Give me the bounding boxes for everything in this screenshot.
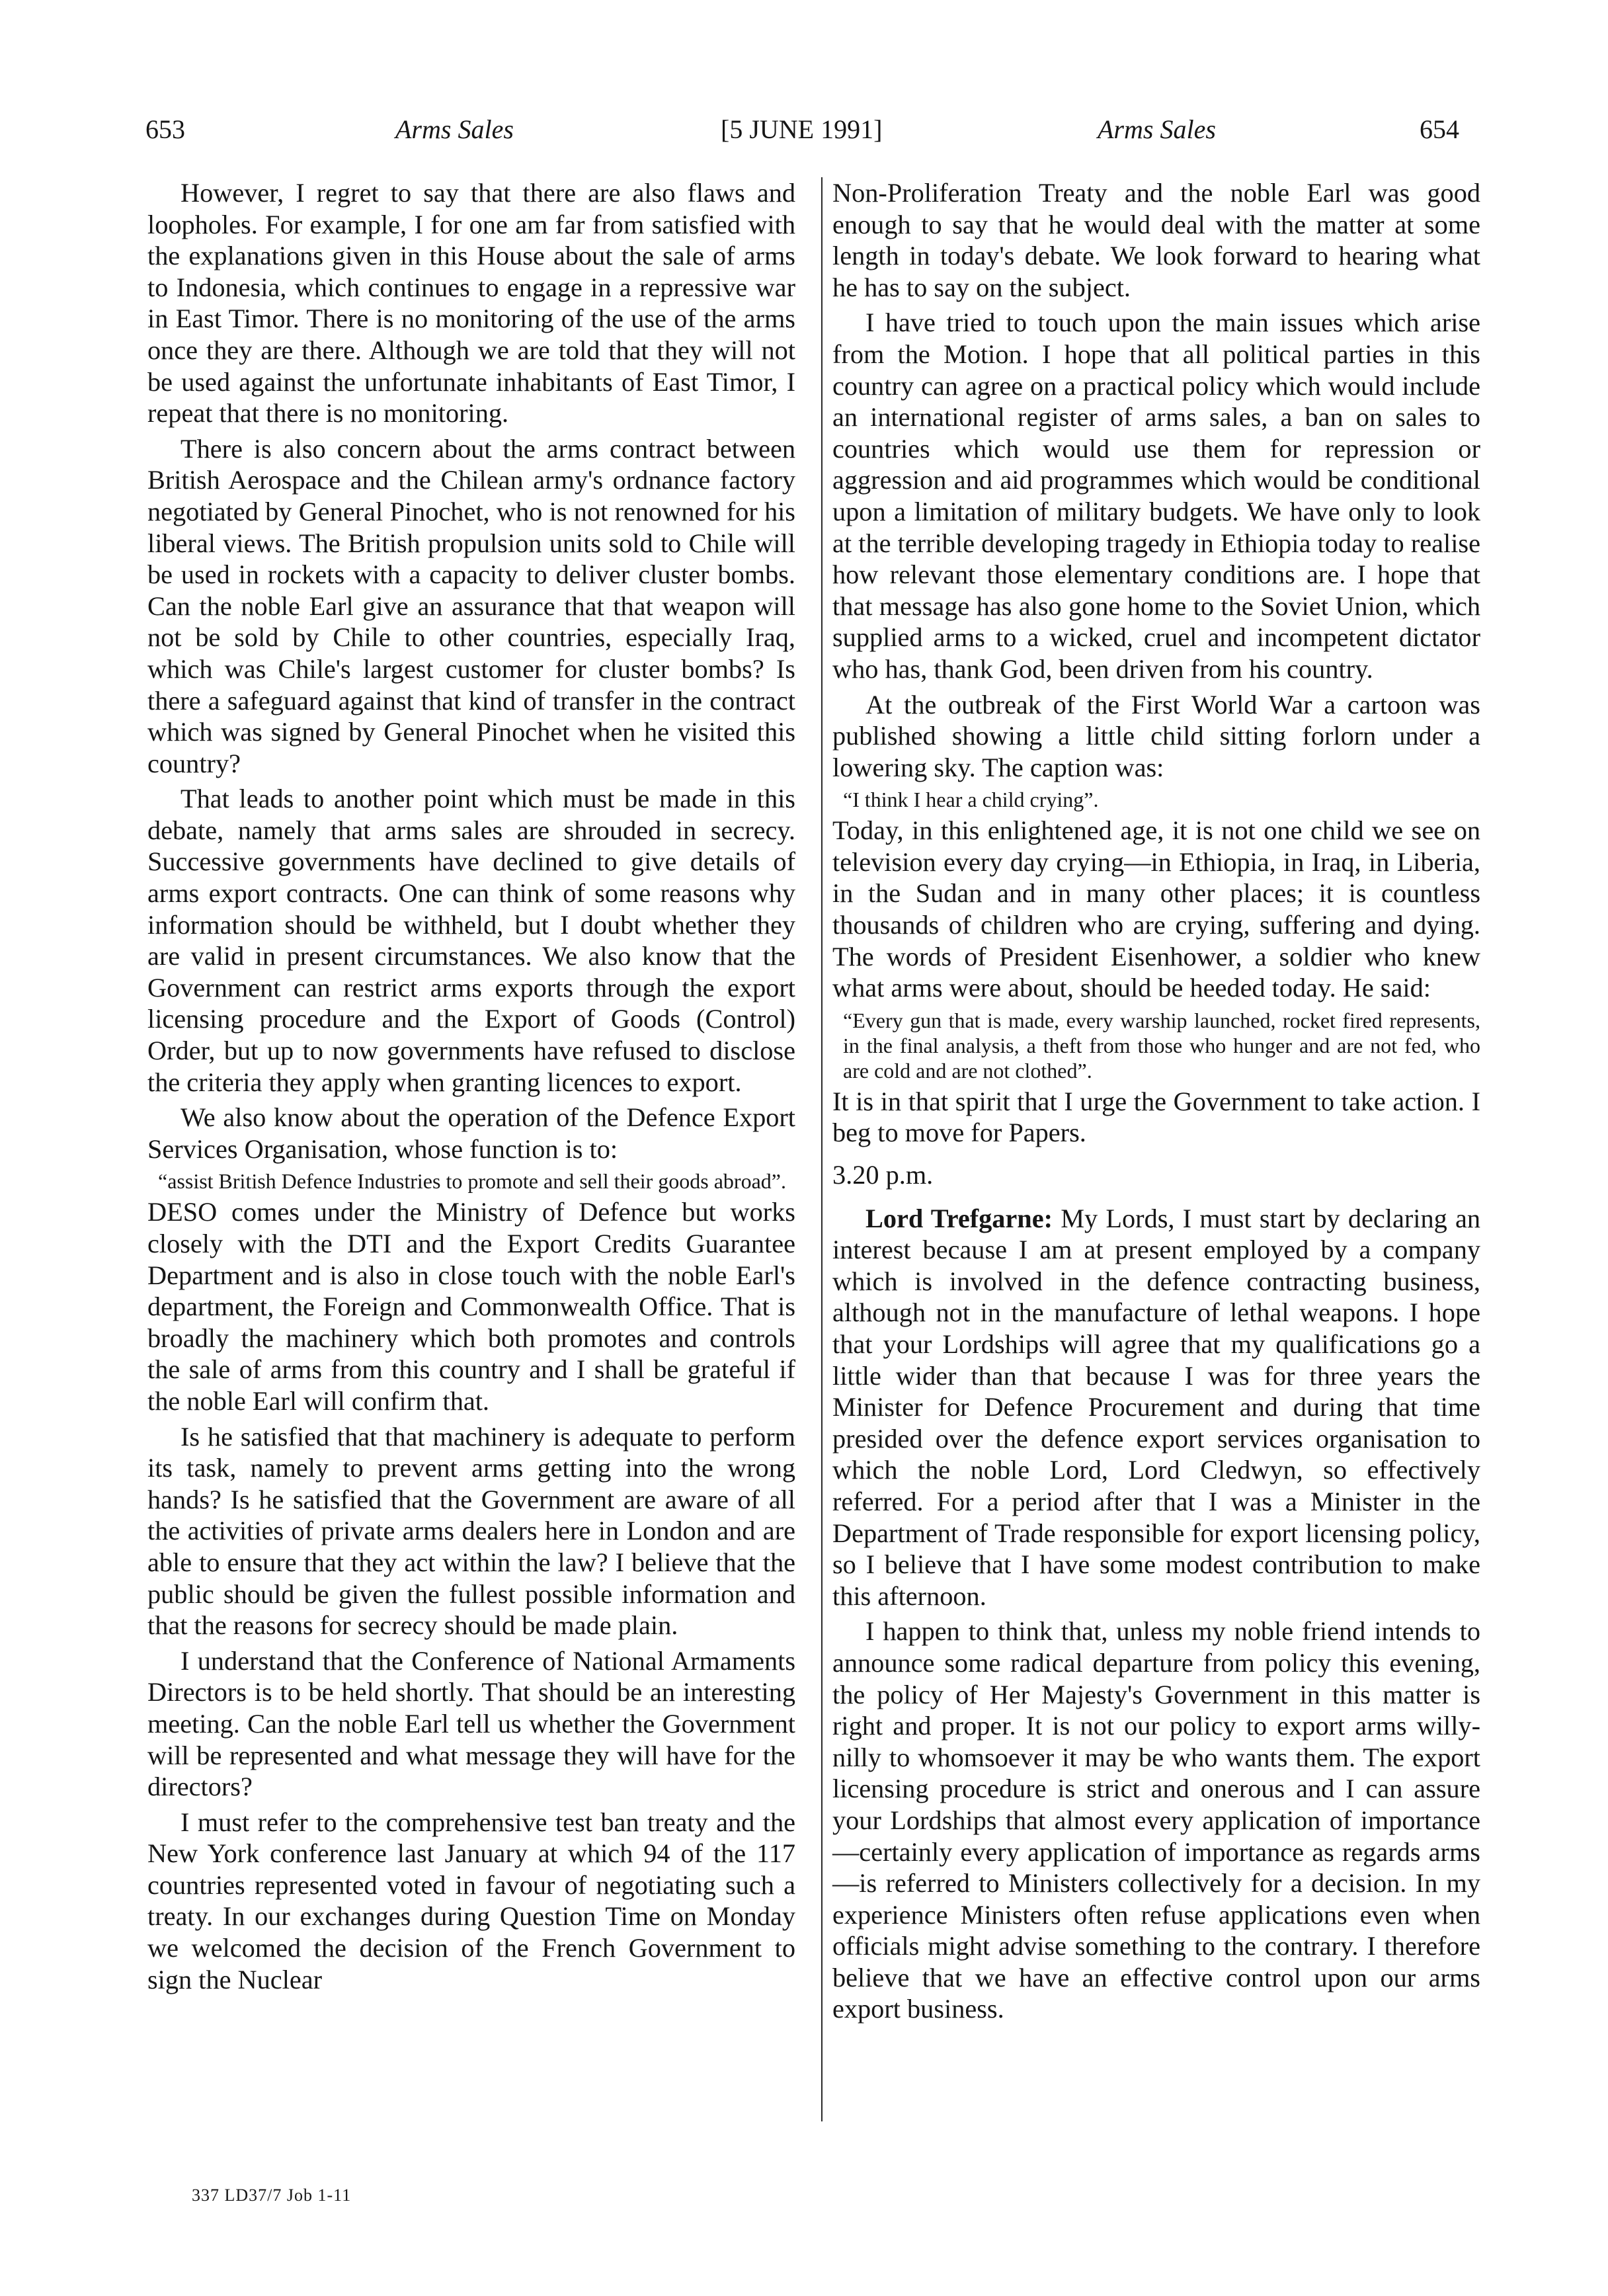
quotation: “assist British Defence Industries to promote and sell their goods abroad”. <box>158 1169 786 1194</box>
right-column-number: 654 <box>1420 114 1459 144</box>
column-divider <box>821 177 823 2121</box>
left-running-title: Arms Sales <box>395 114 514 144</box>
paragraph: However, I regret to say that there are also flaws and loopholes. For example, I for one am far from satisfied with the explanations given in this House about the sale of arms to Indonesia, which continues to engage in a repressive war in East Timor. There is no monitoring of the use of the arms once they are there. Although we are told that they will not be used against the unfortunate inhabitants of East Timor, I repeat that there is no monitoring. <box>147 178 795 429</box>
page-header <box>0 114 1608 153</box>
left-column-number: 653 <box>145 114 185 144</box>
paragraph: Is he satisfied that that machinery is adequate to perform its task, namely to prevent arms getting into the wrong hands? Is he satisfied that the Government are aware of all the activities of private arms dealers here in London and are able to ensure that they act within the law? I believe that the public should be given the fullest possible information and that the reasons for secrecy should be made plain. <box>147 1421 795 1641</box>
paragraph: I have tried to touch upon the main issues which arise from the Motion. I hope that all political parties in this country can agree on a practical policy which would include an international register of arms sales, a ban on sales to countries which would use them for repression or aggression and aid programmes which would be conditional upon a limitation of military budgets. We have only to look at the terrible developing tragedy in Ethiopia today to realise how relevant those elementary conditions are. I hope that that message has also gone home to the Soviet Union, which supplied arms to a wicked, cruel and incompetent dictator who has, thank God, been driven from his country. <box>832 308 1480 684</box>
paragraph: There is also concern about the arms contract between British Aerospace and the Chilean army's ordnance factory negotiated by General Pinochet, who is not renowned for his liberal views. The British propulsion units sold to Chile will be used in rockets with a capacity to deliver cluster bombs. Can the noble Earl give an assurance that that weapon will not be sold by Chile to other countries, especially Iraq, which was Chile's largest customer for cluster bombs? Is there a safeguard against that kind of transfer in the contract which was signed by General Pinochet when he visited this country? <box>147 433 795 778</box>
speaker-name: Lord Trefgarne: <box>865 1203 1053 1233</box>
right-running-title: Arms Sales <box>1098 114 1216 144</box>
quotation: “I think I hear a child crying”. <box>843 788 1099 812</box>
paragraph: I understand that the Conference of National Armaments Directors is to be held shortly. That should be an interesting meeting. Can the noble Earl tell us whether the Government will be represented and what message they will have for the directors? <box>147 1645 795 1802</box>
quotation: “Every gun that is made, every warship launched, rocket fired represents, in the final analysis, a theft from those who hunger and are not fed, who are cold and are not clothed”. <box>843 1008 1480 1083</box>
speech-paragraph <box>832 1203 1480 1612</box>
paragraph: I happen to think that, unless my noble friend intends to announce some radical departure from policy this evening, the policy of Her Majesty's Government in this matter is right and proper. It is not our policy to export arms willy-nilly to whomsoever it may be who wants them. The export licensing procedure is strict and onerous and I can assure your Lordships that almost every application of importance—certainly every application of importance as regards arms—is referred to Ministers collectively for a decision. In my experience Ministers often refuse applications even when officials might advise something to the contrary. I therefore believe that we have an effective control upon our arms export business. <box>832 1616 1480 2024</box>
paragraph: DESO comes under the Ministry of Defence but works closely with the DTI and the Export Credits Guarantee Department and is also in close touch with the noble Earl's department, the Foreign and Commonwealth Office. That is broadly the machinery which both promotes and controls the sale of arms from this country and I shall be grateful if the noble Earl will confirm that. <box>147 1197 795 1416</box>
paragraph: Today, in this enlightened age, it is not one child we see on television every day crying—in Ethiopia, in Iraq, in Liberia, in the Sudan and in many other places; it is countless thousands of children who are crying, suffering and dying. The words of President Eisenhower, a soldier who knew what arms were about, should be heeded today. He said: <box>832 815 1480 1003</box>
left-column <box>147 177 795 1999</box>
header-date: [5 JUNE 1991] <box>721 114 883 144</box>
timestamp: 3.20 p.m. <box>832 1160 934 1190</box>
paragraph: At the outbreak of the First World War a cartoon was published showing a little child sitting forlorn under a lowering sky. The caption was: <box>832 689 1480 782</box>
paragraph: Non-Proliferation Treaty and the noble Earl was good enough to say that he would deal with the matter at some length in today's debate. We look forward to hearing what he has to say on the subject. <box>832 178 1480 302</box>
paragraph: We also know about the operation of the Defence Export Services Organisation, whose function is to: <box>147 1102 795 1164</box>
paragraph: That leads to another point which must be made in this debate, namely that arms sales are shrouded in secrecy. Successive governments have declined to give details of arms export contracts. One can think of some reasons why information should be withheld, but I doubt whether they are valid in present circumstances. We also know that the Government can restrict arms exports through the export licensing procedure and the Export of Goods (Control) Order, but up to now governments have refused to disclose the criteria they apply when granting licences to export. <box>147 784 795 1097</box>
speech-text: My Lords, I must start by declaring an interest because I am at present employed by a company which is involved in the defence contracting business, although not in the manufacture of lethal weapons. I hope that your Lordships will agree that my qualifications go a little wider than that because I was for three years the Minister for Defence Procurement and during that time presided over the defence export services organisation to which the noble Lord, Lord Cledwyn, so effectively referred. For a period after that I was a Minister in the Department of Trade responsible for export licensing policy, so I believe that I have some modest contribution to make this afternoon. <box>832 1203 1480 1611</box>
right-column <box>832 177 1480 2029</box>
paragraph: It is in that spirit that I urge the Government to take action. I beg to move for Papers. <box>832 1086 1480 1148</box>
paragraph: I must refer to the comprehensive test ban treaty and the New York conference last January at which 94 of the 117 countries represented voted in favour of negotiating such a treaty. In our exchanges during Question Time on Monday we welcomed the decision of the French Government to sign the Nuclear <box>147 1807 795 1994</box>
print-job-footer: 337 LD37/7 Job 1-11 <box>192 2186 352 2205</box>
